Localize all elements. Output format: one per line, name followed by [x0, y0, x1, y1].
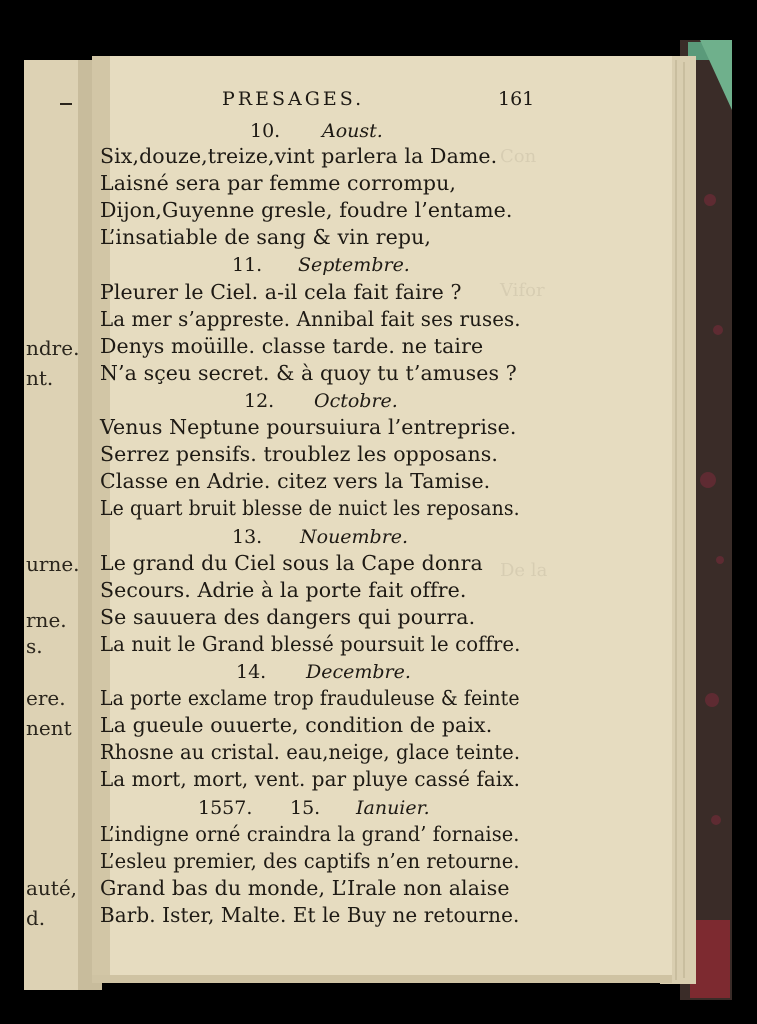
stanza-number: 11. [232, 254, 263, 276]
verse-line: Classe en Adrie. citez vers la Tamise. [100, 469, 491, 493]
verse-line: Grand bas du monde, L’Irale non alaise [100, 876, 510, 900]
left-edge-text: rne. [26, 608, 67, 632]
show-through-mark: Vifor [500, 280, 545, 301]
verse-line: Venus Neptune poursuiura l’entreprise. [100, 415, 517, 439]
stanza-month: Septembre. [298, 254, 410, 276]
verse-line: Rhosne au cristal. eau,neige, glace teinte. [100, 740, 521, 764]
stanza-number: 12. [244, 390, 275, 412]
verse-line: Six,douze,treize,vint parlera la Dame. [100, 144, 498, 168]
verse-line: Laisné sera par femme corrompu, [100, 171, 457, 195]
running-head: PRESAGES. [222, 88, 365, 110]
left-edge-text: ndre. [26, 336, 80, 360]
show-through-mark: Con [500, 146, 537, 167]
stanza-month: Nouembre. [300, 526, 409, 548]
verse-line: La gueule ouuerte, condition de paix. [100, 713, 493, 737]
verse-line: Serrez pensifs. troublez les opposans. [100, 442, 499, 466]
left-edge-text: ere. [26, 686, 66, 710]
stanza-number: 15. [290, 797, 321, 819]
left-edge-text: s. [26, 634, 43, 658]
left-edge-text: nent [26, 716, 72, 740]
page-bottom-shade [92, 975, 672, 983]
left-edge-text: nt. [26, 366, 54, 390]
verse-line: L’esleu premier, des captifs n’en retourne. [100, 849, 520, 873]
verse-line: Le grand du Ciel sous la Cape donra [100, 551, 483, 575]
stanza-year: 1557. [198, 797, 253, 819]
verse-line: Le quart bruit blesse de nuict les reposans. [100, 496, 520, 520]
left-edge-text: urne. [26, 552, 80, 576]
left-edge-text: d. [26, 906, 46, 930]
verse-line: L’indigne orné craindra la grand’ fornaise. [100, 822, 520, 846]
stanza-number: 13. [232, 526, 263, 548]
page-number: 161 [498, 88, 535, 110]
stanza-month: Ianuier. [356, 797, 430, 819]
verse-line: L’insatiable de sang & vin repu, [100, 225, 432, 249]
verse-line: La nuit le Grand blessé poursuit le coffre. [100, 632, 521, 656]
stanza-number: 10. [250, 120, 281, 142]
stanza-month: Octobre. [314, 390, 398, 412]
stanza-number: 14. [236, 661, 267, 683]
verse-line: Secours. Adrie à la porte fait offre. [100, 578, 467, 602]
verse-line: Denys moüille. classe tarde. ne taire [100, 334, 484, 358]
left-edge-text: auté, [26, 876, 78, 900]
stanza-month: Aoust. [322, 120, 383, 142]
verse-line: Dijon,Guyenne gresle, foudre l’entame. [100, 198, 513, 222]
verse-line: Se sauuera des dangers qui pourra. [100, 605, 476, 629]
verse-line: Pleurer le Ciel. a-il cela fait faire ? [100, 280, 462, 304]
verse-line: Barb. Ister, Malte. Et le Buy ne retourne. [100, 903, 520, 927]
stanza-month: Decembre. [306, 661, 411, 683]
verse-line: N’a sçeu secret. & à quoy tu t’amuses ? [100, 361, 517, 385]
verse-line: La porte exclame trop frauduleuse & feinte [100, 686, 520, 710]
verse-line: La mer s’appreste. Annibal fait ses ruses. [100, 307, 521, 331]
verse-line: La mort, mort, vent. par pluye cassé faix. [100, 767, 521, 791]
show-through-mark: De la [500, 560, 548, 581]
